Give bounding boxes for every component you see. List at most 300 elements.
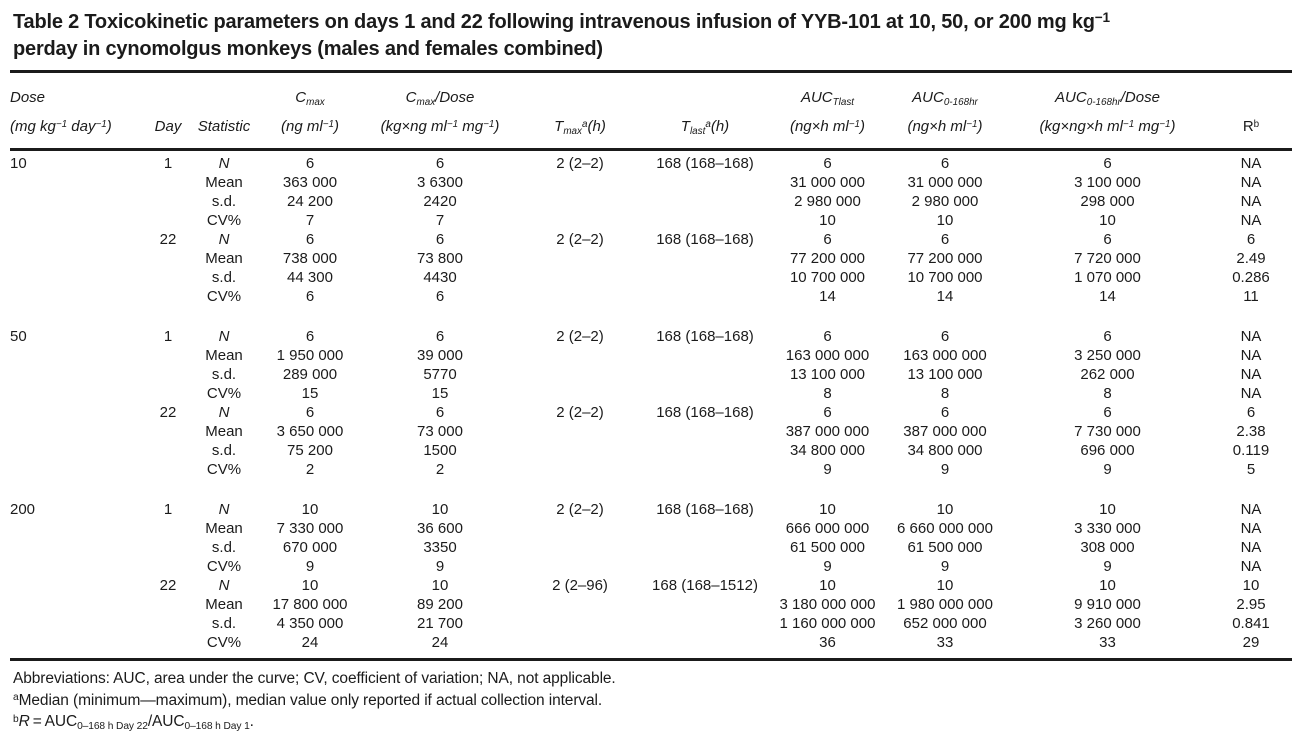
cell-auctlast: 31 000 000 (789, 174, 866, 191)
cell-r: NA (1240, 558, 1262, 575)
cell-tmax (520, 595, 640, 614)
cell-cmax: 10 (301, 577, 319, 594)
table-row (10, 576, 1292, 595)
cell-tlast: 168 (168–168) (656, 501, 754, 518)
col-header-dose-unit: (mg $kg^{-1}$ day$^{-1}$) (10, 118, 112, 135)
table-row (10, 230, 1292, 249)
cell-r: NA (1240, 193, 1262, 210)
cell-statistic: N (218, 328, 230, 345)
table-row (10, 557, 1292, 576)
table-row (10, 538, 1292, 557)
cell-aucdose: 6 (1103, 231, 1112, 248)
cell-r: 5 (1246, 461, 1256, 478)
cell-tlast (640, 384, 770, 403)
cell-auc168: 9 (940, 461, 950, 478)
cell-tlast (640, 173, 770, 192)
col-header-cmaxdose-unit: (kg×ng $ml^{-1}$ $mg^{-1}$) (380, 118, 500, 135)
cell-tlast (640, 346, 770, 365)
cell-cmax: 289 000 (282, 366, 338, 383)
cell-tlast (640, 365, 770, 384)
table-row (10, 365, 1292, 384)
cell-tlast: 168 (168–1512) (652, 577, 758, 594)
cell-r: 11 (1243, 288, 1259, 305)
cell-auc168: 387 000 000 (903, 423, 987, 440)
cell-auc168: 9 (940, 558, 950, 575)
col-header-auc168-unit: (ng×h $ml^{-1}$) (907, 118, 983, 135)
cell-aucdose: 9 910 000 (1074, 596, 1141, 613)
col-header-day-unit: Day (154, 118, 182, 135)
cell-tlast: 168 (168–168) (656, 231, 754, 248)
cell-dose (10, 614, 148, 633)
cell-tmax: 2 (2–2) (556, 404, 604, 421)
cell-dose (10, 192, 148, 211)
cell-auc168: 33 (936, 634, 954, 651)
cell-aucdose: 6 (1103, 328, 1112, 345)
cell-r: 0.286 (1232, 269, 1270, 286)
cell-aucdose: 3 330 000 (1074, 520, 1141, 537)
footnote-b: $^bR = AUC_{0-168 h Day 22}/AUC_{0-168 h Day 1}$. (13, 713, 254, 732)
cell-day (148, 595, 188, 614)
cell-day (148, 384, 188, 403)
cell-tlast (640, 422, 770, 441)
cell-cmax: 3 650 000 (276, 423, 344, 440)
col-header-tlast (640, 72, 770, 150)
cell-tmax (520, 192, 640, 211)
table-row (10, 192, 1292, 211)
cell-day (148, 211, 188, 230)
table-body (10, 150, 1292, 660)
cell-auctlast: 10 (819, 501, 836, 518)
col-header-aucdose-unit: (kg×ng×h $ml^{-1}$ $mg^{-1}$) (1039, 118, 1176, 135)
cell-auctlast: 2 980 000 (794, 193, 861, 210)
table-row (10, 460, 1292, 479)
col-header-aucdose-name: $AUC_{0-168hr}$/Dose (1055, 89, 1160, 108)
col-header-tmax (520, 72, 640, 150)
cell-dose (10, 595, 148, 614)
cell-auc168: 8 (940, 385, 950, 402)
cell-day (148, 422, 188, 441)
cell-aucdose: 9 (1103, 558, 1112, 575)
cell-cmax: 7 330 000 (276, 520, 344, 537)
cell-cmaxdose: 15 (431, 385, 449, 402)
footnotes (10, 668, 1292, 733)
cell-day (148, 519, 188, 538)
table-row (10, 150, 1292, 174)
cell-cmaxdose: 2 (435, 461, 445, 478)
cell-statistic: N (218, 501, 230, 518)
col-header-auc168-name: $AUC_{0-168hr}$ (912, 89, 978, 108)
cell-cmax: 4 350 000 (276, 615, 344, 632)
table-row (10, 519, 1292, 538)
cell-r: NA (1240, 501, 1262, 518)
cell-day (148, 192, 188, 211)
cell-dose (10, 230, 148, 249)
cell-tlast (640, 287, 770, 306)
cell-dose (10, 365, 148, 384)
cell-dose (10, 576, 148, 595)
cell-auctlast: 10 (819, 577, 836, 594)
cell-aucdose: 298 000 (1080, 193, 1135, 210)
cell-day (148, 538, 188, 557)
cell-cmax: 17 800 000 (272, 596, 348, 613)
cell-tmax (520, 557, 640, 576)
cell-auctlast: 14 (819, 288, 836, 305)
cell-auc168: 2 980 000 (911, 193, 979, 210)
cell-day (148, 287, 188, 306)
toxicokinetic-table (10, 70, 1292, 661)
cell-r: 6 (1246, 404, 1256, 421)
cell-cmax: 6 (305, 288, 315, 305)
cell-tmax: 2 (2–2) (556, 155, 604, 172)
cell-r: NA (1240, 155, 1262, 172)
cell-tlast: 168 (168–168) (656, 404, 754, 421)
cell-cmax: 24 (301, 634, 319, 651)
cell-aucdose: 3 100 000 (1074, 174, 1141, 191)
cell-cmaxdose: 10 (431, 501, 449, 518)
cell-day: 1 (163, 501, 173, 518)
cell-dose (10, 249, 148, 268)
col-header-auctlast (770, 72, 885, 150)
table-row (10, 441, 1292, 460)
cell-cmaxdose: 5770 (423, 366, 457, 383)
cell-aucdose: 3 250 000 (1074, 347, 1141, 364)
table-row (10, 287, 1292, 306)
cell-statistic: s.d. (211, 539, 237, 556)
cell-auc168: 10 700 000 (907, 269, 983, 286)
col-header-tmax-unit: $T_{max}^a(h)$ (554, 118, 606, 137)
cell-r: 6 (1246, 231, 1256, 248)
cell-tmax: 2 (2–96) (552, 577, 608, 594)
table-title (10, 9, 1292, 63)
cell-tmax: 2 (2–2) (556, 231, 604, 248)
cell-tlast (640, 192, 770, 211)
cell-cmaxdose: 6 (435, 404, 445, 421)
cell-r: 2.49 (1236, 250, 1266, 267)
cell-cmaxdose: 2420 (423, 193, 457, 210)
cell-dose (10, 519, 148, 538)
col-header-day (148, 72, 188, 150)
cell-statistic: s.d. (211, 366, 237, 383)
cell-auc168: 77 200 000 (907, 250, 983, 267)
cell-day (148, 557, 188, 576)
cell-aucdose: 10 (1099, 501, 1116, 518)
cell-tmax (520, 346, 640, 365)
cell-cmax: 6 (305, 328, 315, 345)
table-head (10, 72, 1292, 150)
cell-cmaxdose: 9 (435, 558, 445, 575)
cell-aucdose: 696 000 (1080, 442, 1135, 459)
cell-tmax (520, 268, 640, 287)
cell-dose: 10 (10, 155, 27, 172)
cell-r: 2.95 (1236, 596, 1266, 613)
cell-aucdose: 6 (1103, 155, 1112, 172)
table-row (10, 249, 1292, 268)
cell-aucdose: 14 (1099, 288, 1116, 305)
col-header-auctlast-unit: (ng×h $ml^{-1}$) (789, 118, 866, 135)
cell-auc168: 652 000 000 (903, 615, 987, 632)
cell-statistic: CV% (206, 212, 242, 229)
cell-statistic: Mean (205, 174, 243, 191)
cell-cmaxdose: 7 (435, 212, 445, 229)
cell-tlast (640, 441, 770, 460)
cell-dose (10, 538, 148, 557)
table-row (10, 595, 1292, 614)
table-row (10, 211, 1292, 230)
cell-auc168: 10 (936, 501, 954, 518)
cell-auctlast: 666 000 000 (785, 520, 870, 537)
cell-auc168: 1 980 000 000 (897, 596, 993, 613)
cell-dose: 200 (10, 501, 36, 518)
cell-aucdose: 9 (1103, 461, 1112, 478)
cell-day: 1 (163, 155, 173, 172)
cell-auctlast: 77 200 000 (789, 250, 866, 267)
cell-r: NA (1240, 347, 1262, 364)
cell-tlast (640, 595, 770, 614)
cell-cmaxdose: 6 (435, 155, 445, 172)
cell-tlast (640, 249, 770, 268)
col-header-cmax-name: $C_{max}$ (295, 89, 325, 108)
cell-tlast: 168 (168–168) (656, 328, 754, 345)
cell-tmax (520, 211, 640, 230)
table-title-line2: perday in cynomolgus monkeys (males and females combined) (13, 38, 603, 60)
cell-statistic: CV% (206, 288, 242, 305)
cell-auctlast: 9 (823, 461, 832, 478)
cell-auc168: 34 800 000 (907, 442, 983, 459)
cell-statistic: CV% (206, 385, 242, 402)
cell-cmaxdose: 73 800 (417, 250, 463, 267)
cell-tlast (640, 538, 770, 557)
cell-cmaxdose: 4430 (423, 269, 457, 286)
cell-day: 1 (163, 328, 173, 345)
col-header-dose-name: Dose (10, 89, 46, 106)
table-title-line1: Table 2 Toxicokinetic parameters on days 1 and 22 following intravenous infusion of YYB-101 at 10, 50, or 200 mg kg (13, 11, 1095, 33)
cell-dose (10, 633, 148, 660)
cell-dose (10, 422, 148, 441)
cell-cmax: 10 (301, 501, 319, 518)
cell-tmax (520, 422, 640, 441)
cell-r: NA (1240, 520, 1262, 537)
cell-auc168: 6 (940, 155, 950, 172)
col-header-cmaxdose-name: $C_{max}$/Dose (405, 89, 475, 108)
cell-cmax: 1 950 000 (276, 347, 344, 364)
table-row (10, 306, 1292, 346)
cell-tmax: 2 (2–2) (556, 328, 604, 345)
cell-tmax: 2 (2–2) (556, 501, 604, 518)
cell-statistic: Mean (205, 347, 243, 364)
cell-r: NA (1240, 328, 1262, 345)
cell-cmax: 670 000 (282, 539, 338, 556)
footnote-a: $^a$Median (minimum—maximum), median value only reported if actual collection interval. (13, 691, 603, 709)
cell-auc168: 6 660 000 000 (897, 520, 993, 537)
cell-r: 2.38 (1236, 423, 1266, 440)
table-row (10, 403, 1292, 422)
table-row (10, 268, 1292, 287)
col-header-stat-unit: Statistic (197, 118, 251, 135)
cell-r: NA (1240, 174, 1262, 191)
cell-auctlast: 6 (823, 328, 832, 345)
cell-aucdose: 7 720 000 (1074, 250, 1141, 267)
cell-cmaxdose: 6 (435, 231, 445, 248)
cell-auctlast: 3 180 000 000 (779, 596, 876, 613)
cell-tlast (640, 519, 770, 538)
col-header-cmax-unit: (ng $ml^{-1}$) (281, 118, 339, 135)
cell-statistic: N (218, 577, 230, 594)
cell-cmaxdose: 89 200 (417, 596, 463, 613)
col-header-stat (188, 72, 260, 150)
cell-dose (10, 460, 148, 479)
cell-auc168: 6 (940, 404, 950, 421)
cell-tmax (520, 441, 640, 460)
cell-tmax (520, 633, 640, 660)
cell-aucdose: 7 730 000 (1074, 423, 1141, 440)
cell-aucdose: 10 (1099, 212, 1116, 229)
cell-tmax (520, 614, 640, 633)
cell-tmax (520, 365, 640, 384)
col-header-r (1210, 72, 1292, 150)
cell-dose (10, 557, 148, 576)
cell-auc168: 13 100 000 (907, 366, 983, 383)
cell-auctlast: 9 (823, 558, 832, 575)
cell-day (148, 268, 188, 287)
cell-dose (10, 384, 148, 403)
cell-cmaxdose: 39 000 (417, 347, 463, 364)
col-header-cmax (260, 72, 360, 150)
cell-tmax (520, 460, 640, 479)
cell-aucdose: 308 000 (1080, 539, 1135, 556)
cell-dose (10, 441, 148, 460)
cell-day: 22 (159, 404, 177, 421)
table-row (10, 384, 1292, 403)
cell-auc168: 31 000 000 (907, 174, 983, 191)
cell-auctlast: 6 (823, 404, 832, 421)
cell-aucdose: 262 000 (1080, 366, 1135, 383)
cell-day (148, 441, 188, 460)
cell-statistic: Mean (205, 423, 243, 440)
cell-cmaxdose: 6 (435, 328, 445, 345)
cell-auctlast: 6 (823, 155, 832, 172)
cell-statistic: CV% (206, 461, 242, 478)
col-header-r-unit: $R^b$ (1242, 118, 1260, 135)
cell-cmax: 363 000 (282, 174, 338, 191)
cell-day (148, 346, 188, 365)
col-header-dose (10, 72, 148, 150)
cell-aucdose: 1 070 000 (1074, 269, 1141, 286)
cell-cmax: 75 200 (287, 442, 333, 459)
cell-aucdose: 3 260 000 (1074, 615, 1141, 632)
cell-auc168: 61 500 000 (907, 539, 983, 556)
cell-tlast (640, 211, 770, 230)
cell-cmax: 738 000 (282, 250, 338, 267)
cell-aucdose: 33 (1099, 634, 1116, 651)
cell-cmax: 6 (305, 155, 315, 172)
cell-cmaxdose: 1500 (423, 442, 457, 459)
cell-r: 0.119 (1232, 442, 1270, 459)
cell-tlast (640, 460, 770, 479)
cell-auctlast: 1 160 000 000 (779, 615, 876, 632)
cell-auctlast: 6 (823, 231, 832, 248)
header-row (10, 72, 1292, 150)
cell-dose (10, 403, 148, 422)
title-superscript: −1 (1094, 9, 1110, 25)
cell-day: 22 (159, 231, 177, 248)
cell-r: NA (1240, 212, 1262, 229)
cell-r: 0.841 (1232, 615, 1270, 632)
cell-tmax (520, 249, 640, 268)
cell-auctlast: 8 (823, 385, 832, 402)
cell-auctlast: 34 800 000 (789, 442, 866, 459)
cell-auc168: 14 (936, 288, 954, 305)
cell-tmax (520, 519, 640, 538)
col-header-tlast-unit: $T_{last}^a(h)$ (680, 118, 730, 137)
cell-tlast (640, 268, 770, 287)
cell-statistic: N (218, 231, 230, 248)
cell-statistic: N (218, 404, 230, 421)
cell-cmaxdose: 10 (431, 577, 449, 594)
col-header-auc168 (885, 72, 1005, 150)
table-row (10, 633, 1292, 660)
cell-day (148, 633, 188, 660)
cell-cmaxdose: 21 700 (417, 615, 463, 632)
col-header-aucdose (1005, 72, 1210, 150)
cell-day (148, 460, 188, 479)
table-row (10, 346, 1292, 365)
cell-tmax (520, 173, 640, 192)
cell-cmax: 24 200 (287, 193, 333, 210)
footnote-abbreviations: Abbreviations: AUC, area under the curve; CV, coefficient of variation; NA, not applicable. (13, 670, 616, 687)
cell-dose (10, 346, 148, 365)
cell-statistic: Mean (205, 520, 243, 537)
cell-auc168: 163 000 000 (903, 347, 987, 364)
table-row (10, 479, 1292, 519)
cell-statistic: CV% (206, 634, 242, 651)
cell-auctlast: 387 000 000 (785, 423, 870, 440)
cell-r: 10 (1242, 577, 1260, 594)
cell-cmaxdose: 36 600 (417, 520, 463, 537)
cell-statistic: s.d. (211, 269, 237, 286)
cell-auc168: 10 (936, 577, 954, 594)
cell-cmaxdose: 73 000 (417, 423, 463, 440)
table-row (10, 173, 1292, 192)
cell-day (148, 249, 188, 268)
cell-auc168: 6 (940, 328, 950, 345)
cell-cmax: 9 (305, 558, 315, 575)
cell-tmax (520, 384, 640, 403)
cell-r: NA (1240, 366, 1262, 383)
table-row (10, 422, 1292, 441)
cell-cmaxdose: 24 (431, 634, 449, 651)
cell-cmaxdose: 6 (435, 288, 445, 305)
cell-auctlast: 13 100 000 (789, 366, 866, 383)
cell-aucdose: 10 (1099, 577, 1116, 594)
cell-dose: 50 (10, 328, 27, 345)
cell-day (148, 365, 188, 384)
cell-day (148, 173, 188, 192)
cell-dose (10, 268, 148, 287)
cell-auctlast: 10 (819, 212, 836, 229)
cell-auctlast: 36 (819, 634, 836, 651)
cell-auctlast: 163 000 000 (785, 347, 870, 364)
cell-auctlast: 61 500 000 (789, 539, 866, 556)
cell-aucdose: 8 (1103, 385, 1112, 402)
cell-statistic: Mean (205, 596, 243, 613)
cell-statistic: s.d. (211, 193, 237, 210)
cell-cmaxdose: 3 6300 (417, 174, 463, 191)
table-row (10, 614, 1292, 633)
cell-cmaxdose: 3350 (423, 539, 457, 556)
cell-day (148, 614, 188, 633)
cell-statistic: Mean (205, 250, 243, 267)
cell-dose (10, 211, 148, 230)
